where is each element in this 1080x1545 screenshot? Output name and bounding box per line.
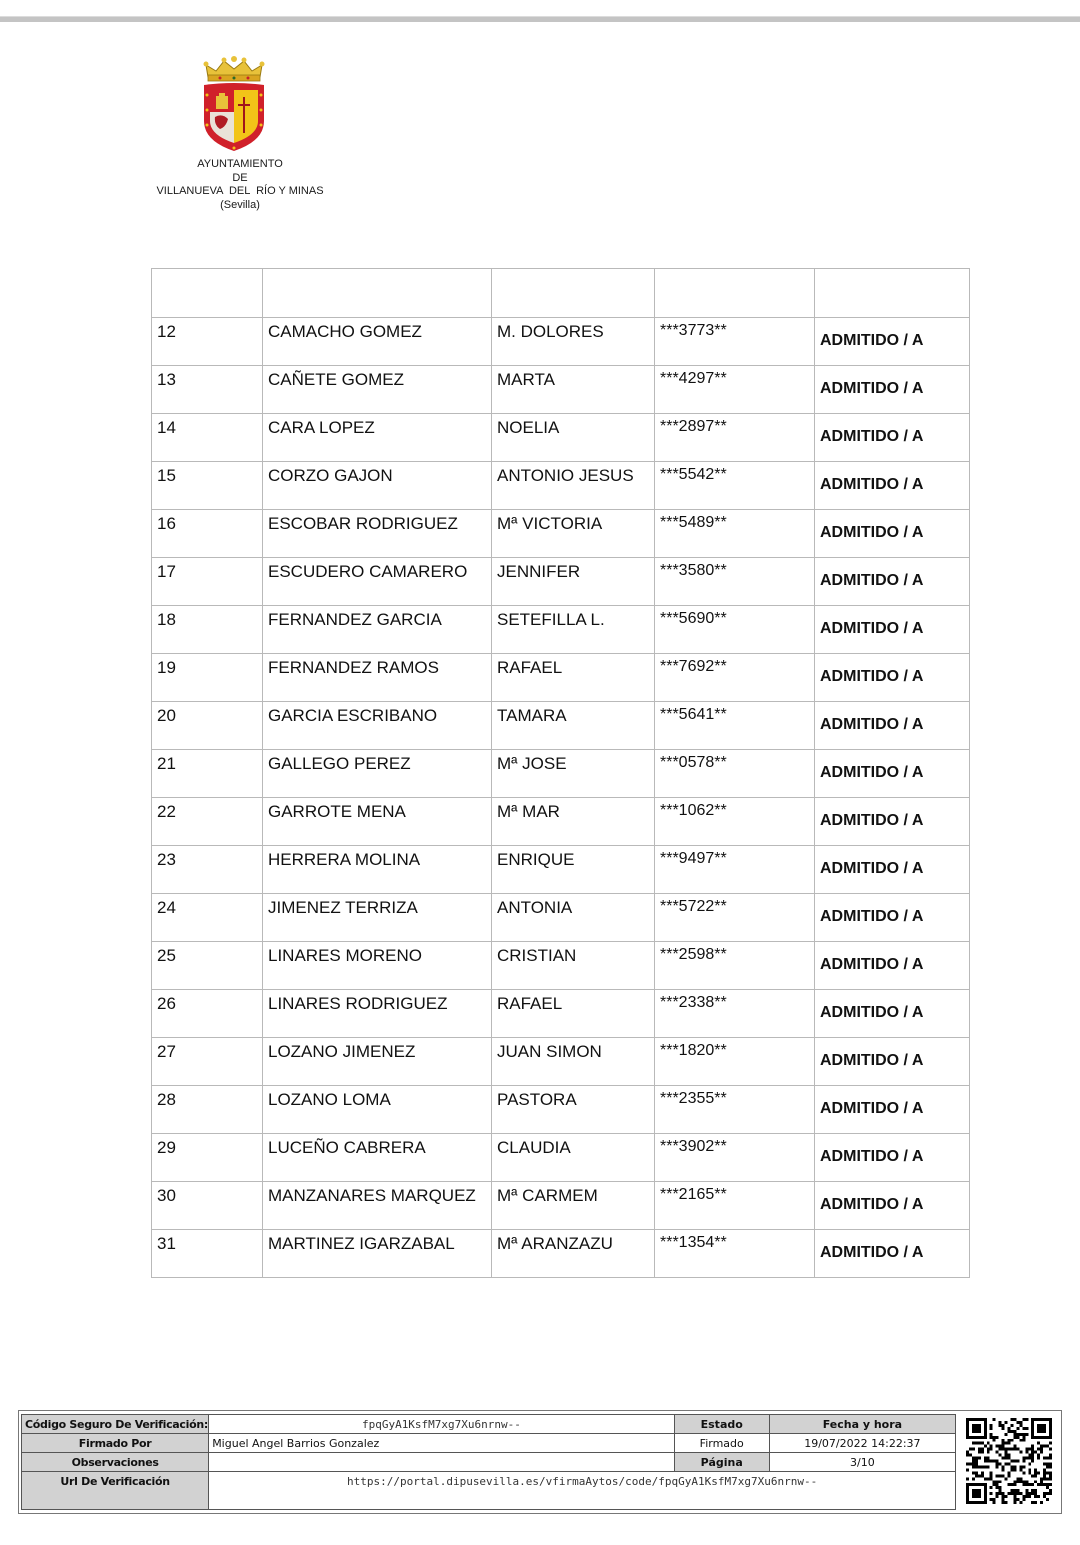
dni-masked: ***7692** [660, 658, 727, 675]
dni-masked: ***5489** [660, 514, 727, 531]
first-name: Mª JOSE [497, 754, 567, 773]
first-name: CLAUDIA [497, 1138, 571, 1157]
row-number-cell [152, 990, 263, 1038]
admission-status-cell [815, 462, 970, 510]
admission-status-cell [815, 1134, 970, 1182]
dni-masked: ***3902** [660, 1138, 727, 1155]
admission-status-cell [815, 414, 970, 462]
admission-status: ADMITIDO / A [820, 1052, 924, 1069]
qr-code-icon [966, 1418, 1052, 1504]
admission-status: ADMITIDO / A [820, 428, 924, 445]
admission-status-cell [815, 702, 970, 750]
surname-cell [263, 1086, 492, 1134]
admission-status: ADMITIDO / A [820, 332, 924, 349]
row-number: 28 [157, 1090, 176, 1109]
fecha-value: 19/07/2022 14:22:37 [769, 1434, 955, 1453]
org-line: (Sevilla) [220, 198, 260, 211]
row-number-cell [152, 1038, 263, 1086]
row-number: 22 [157, 802, 176, 821]
surname-cell [263, 990, 492, 1038]
dni-masked: ***1820** [660, 1042, 727, 1059]
row-number: 14 [157, 418, 176, 437]
admission-status-cell [815, 366, 970, 414]
row-number: 24 [157, 898, 176, 917]
surname: LOZANO LOMA [268, 1090, 391, 1109]
admission-status: ADMITIDO / A [820, 956, 924, 973]
first-name: SETEFILLA L. [497, 610, 605, 629]
surname-cell [263, 894, 492, 942]
page-top-divider [0, 16, 1080, 22]
first-name-cell [492, 1182, 655, 1230]
first-name: RAFAEL [497, 994, 563, 1013]
table-row [152, 414, 970, 462]
first-name-cell [492, 606, 655, 654]
table-row [152, 366, 970, 414]
surname: MARTINEZ IGARZABAL [268, 1234, 455, 1253]
dni-masked-cell [655, 1182, 815, 1230]
url-value[interactable]: https://portal.dipusevilla.es/vfirmaAytos/code/fpqGyA1KsfM7xg7Xu6nrnw-- [209, 1472, 956, 1510]
dni-masked-cell [655, 846, 815, 894]
row-number-cell [152, 1182, 263, 1230]
admission-status: ADMITIDO / A [820, 1196, 924, 1213]
dni-masked-cell [655, 702, 815, 750]
row-number: 17 [157, 562, 176, 581]
admission-status: ADMITIDO / A [820, 908, 924, 925]
table-row [152, 318, 970, 366]
row-number-cell [152, 894, 263, 942]
dni-masked-cell [655, 942, 815, 990]
table-row [152, 894, 970, 942]
row-number: 13 [157, 370, 176, 389]
surname-cell [263, 318, 492, 366]
table-row [152, 990, 970, 1038]
dni-masked: ***2598** [660, 946, 727, 963]
dni-masked: ***9497** [660, 850, 727, 867]
surname-cell [263, 702, 492, 750]
first-name: TAMARA [497, 706, 567, 725]
row-number-cell [152, 318, 263, 366]
table-row [152, 1134, 970, 1182]
dni-masked: ***5542** [660, 466, 727, 483]
admission-status: ADMITIDO / A [820, 1004, 924, 1021]
admission-status-cell [815, 654, 970, 702]
admission-status: ADMITIDO / A [820, 620, 924, 637]
row-number: 21 [157, 754, 176, 773]
table-row [152, 1038, 970, 1086]
first-name: JUAN SIMON [497, 1042, 602, 1061]
row-number: 12 [157, 322, 176, 341]
table-row [152, 606, 970, 654]
dni-masked: ***3773** [660, 322, 727, 339]
first-name-cell [492, 1230, 655, 1278]
table-row [152, 798, 970, 846]
first-name: M. DOLORES [497, 322, 604, 341]
dni-masked: ***2338** [660, 994, 727, 1011]
crown-icon [204, 56, 265, 81]
first-name-cell [492, 846, 655, 894]
first-name: CRISTIAN [497, 946, 577, 965]
first-name-cell [492, 942, 655, 990]
coat-of-arms-icon [198, 55, 270, 155]
url-label: Url De Verificación [22, 1472, 209, 1510]
table-row [152, 1182, 970, 1230]
first-name: NOELIA [497, 418, 560, 437]
header-cell [152, 269, 263, 318]
dni-masked: ***5641** [660, 706, 727, 723]
dni-masked: ***1354** [660, 1234, 727, 1251]
header-cell [815, 269, 970, 318]
row-number: 20 [157, 706, 176, 725]
admission-status: ADMITIDO / A [820, 476, 924, 493]
first-name-cell [492, 990, 655, 1038]
codigo-value: fpqGyA1KsfM7xg7Xu6nrnw-- [209, 1415, 674, 1434]
row-number: 27 [157, 1042, 176, 1061]
surname-cell [263, 1182, 492, 1230]
admission-status: ADMITIDO / A [820, 668, 924, 685]
dni-masked-cell [655, 1230, 815, 1278]
first-name: ENRIQUE [497, 850, 575, 869]
admitted-list-table [151, 268, 970, 1278]
first-name-cell [492, 1134, 655, 1182]
row-number: 29 [157, 1138, 176, 1157]
observaciones-value [209, 1453, 674, 1472]
first-name-cell [492, 510, 655, 558]
dni-masked-cell [655, 606, 815, 654]
admission-status-cell [815, 1230, 970, 1278]
surname-cell [263, 606, 492, 654]
surname: GALLEGO PEREZ [268, 754, 411, 773]
admission-status-cell [815, 942, 970, 990]
admission-status-cell [815, 1182, 970, 1230]
first-name: Mª ARANZAZU [497, 1234, 613, 1253]
row-number-cell [152, 366, 263, 414]
observaciones-label: Observaciones [22, 1453, 209, 1472]
dni-masked: ***3580** [660, 562, 727, 579]
table-row [152, 462, 970, 510]
dni-masked-cell [655, 558, 815, 606]
surname: LOZANO JIMENEZ [268, 1042, 416, 1061]
surname: JIMENEZ TERRIZA [268, 898, 418, 917]
surname-cell [263, 414, 492, 462]
admission-status: ADMITIDO / A [820, 1148, 924, 1165]
dni-masked-cell [655, 798, 815, 846]
surname: CAMACHO GOMEZ [268, 322, 422, 341]
firmado-por-value: Miguel Angel Barrios Gonzalez [209, 1434, 674, 1453]
dni-masked-cell [655, 366, 815, 414]
surname: FERNANDEZ RAMOS [268, 658, 439, 677]
admission-status-cell [815, 846, 970, 894]
surname: HERRERA MOLINA [268, 850, 421, 869]
admission-status: ADMITIDO / A [820, 716, 924, 733]
row-number: 23 [157, 850, 176, 869]
surname: CARA LOPEZ [268, 418, 375, 437]
first-name: RAFAEL [497, 658, 563, 677]
admission-status-cell [815, 990, 970, 1038]
surname: LINARES RODRIGUEZ [268, 994, 448, 1013]
table-row [152, 1230, 970, 1278]
table-row [152, 750, 970, 798]
admission-status-cell [815, 558, 970, 606]
dni-masked-cell [655, 894, 815, 942]
dni-masked-cell [655, 750, 815, 798]
surname: GARCIA ESCRIBANO [268, 706, 438, 725]
row-number: 16 [157, 514, 176, 533]
row-number-cell [152, 942, 263, 990]
row-number-cell [152, 606, 263, 654]
dni-masked-cell [655, 1134, 815, 1182]
org-line: AYUNTAMIENTO [197, 158, 283, 170]
first-name: Mª CARMEM [497, 1186, 598, 1205]
admission-status-cell [815, 318, 970, 366]
first-name-cell [492, 654, 655, 702]
admission-status: ADMITIDO / A [820, 524, 924, 541]
admission-status: ADMITIDO / A [820, 764, 924, 781]
dni-masked-cell [655, 414, 815, 462]
surname-cell [263, 510, 492, 558]
first-name-cell [492, 1038, 655, 1086]
row-number-cell [152, 846, 263, 894]
pagina-value: 3/10 [769, 1453, 955, 1472]
pagina-label: Página [674, 1453, 769, 1472]
surname: MANZANARES MARQUEZ [268, 1186, 476, 1205]
table-row [152, 846, 970, 894]
fecha-label: Fecha y hora [769, 1415, 955, 1434]
admission-status: ADMITIDO / A [820, 1100, 924, 1117]
first-name: MARTA [497, 370, 555, 389]
codigo-label: Código Seguro De Verificación: [22, 1415, 209, 1434]
first-name: ANTONIA [497, 898, 573, 917]
firmado-por-label: Firmado Por [22, 1434, 209, 1453]
row-number-cell [152, 750, 263, 798]
surname: FERNANDEZ GARCIA [268, 610, 442, 629]
dni-masked: ***5690** [660, 610, 727, 627]
header-cell [263, 269, 492, 318]
first-name-cell [492, 558, 655, 606]
row-number-cell [152, 510, 263, 558]
admission-status-cell [815, 1086, 970, 1134]
row-number-cell [152, 1134, 263, 1182]
dni-masked-cell [655, 1038, 815, 1086]
admission-status-cell [815, 1038, 970, 1086]
dni-masked: ***1062** [660, 802, 727, 819]
row-number: 25 [157, 946, 176, 965]
row-number-cell [152, 654, 263, 702]
dni-masked: ***2355** [660, 1090, 727, 1107]
first-name: Mª MAR [497, 802, 560, 821]
surname-cell [263, 654, 492, 702]
surname-cell [263, 798, 492, 846]
surname-cell [263, 1038, 492, 1086]
row-number-cell [152, 1230, 263, 1278]
first-name-cell [492, 798, 655, 846]
dni-masked: ***0578** [660, 754, 727, 771]
surname-cell [263, 558, 492, 606]
organization-name [140, 158, 340, 212]
first-name-cell [492, 414, 655, 462]
first-name-cell [492, 702, 655, 750]
admission-status-cell [815, 606, 970, 654]
org-line: DE [232, 171, 248, 184]
row-number-cell [152, 1086, 263, 1134]
row-number-cell [152, 414, 263, 462]
org-line: VILLANUEVA DEL RÍO Y MINAS [156, 185, 324, 197]
surname-cell [263, 462, 492, 510]
dni-masked: ***2165** [660, 1186, 727, 1203]
table-row [152, 942, 970, 990]
surname-cell [263, 942, 492, 990]
first-name-cell [492, 750, 655, 798]
row-number-cell [152, 798, 263, 846]
admission-status: ADMITIDO / A [820, 572, 924, 589]
admission-status-cell [815, 798, 970, 846]
first-name: Mª VICTORIA [497, 514, 603, 533]
table-row [152, 702, 970, 750]
table-row [152, 510, 970, 558]
estado-label: Estado [674, 1415, 769, 1434]
admission-status-cell [815, 510, 970, 558]
admission-status: ADMITIDO / A [820, 380, 924, 397]
dni-masked-cell [655, 1086, 815, 1134]
row-number: 19 [157, 658, 176, 677]
first-name-cell [492, 894, 655, 942]
surname: ESCUDERO CAMARERO [268, 562, 468, 581]
estado-value: Firmado [674, 1434, 769, 1453]
table-row [152, 1086, 970, 1134]
row-number: 18 [157, 610, 176, 629]
dni-masked-cell [655, 990, 815, 1038]
row-number: 15 [157, 466, 176, 485]
first-name-cell [492, 462, 655, 510]
row-number: 31 [157, 1234, 176, 1253]
table-header-row [152, 269, 970, 318]
row-number-cell [152, 702, 263, 750]
admission-status-cell [815, 894, 970, 942]
dni-masked-cell [655, 654, 815, 702]
dni-masked: ***2897** [660, 418, 727, 435]
verification-table [21, 1414, 956, 1510]
surname: LUCEÑO CABRERA [268, 1138, 426, 1157]
row-number: 30 [157, 1186, 176, 1205]
surname: LINARES MORENO [268, 946, 422, 965]
surname-cell [263, 750, 492, 798]
row-number-cell [152, 462, 263, 510]
admission-status-cell [815, 750, 970, 798]
dni-masked: ***4297** [660, 370, 727, 387]
surname: CAÑETE GOMEZ [268, 370, 405, 389]
header-cell [492, 269, 655, 318]
surname-cell [263, 1134, 492, 1182]
surname-cell [263, 1230, 492, 1278]
row-number: 26 [157, 994, 176, 1013]
surname-cell [263, 846, 492, 894]
first-name-cell [492, 366, 655, 414]
admission-status: ADMITIDO / A [820, 860, 924, 877]
surname: GARROTE MENA [268, 802, 406, 821]
dni-masked-cell [655, 462, 815, 510]
admission-status: ADMITIDO / A [820, 812, 924, 829]
header-cell [655, 269, 815, 318]
dni-masked-cell [655, 318, 815, 366]
surname-cell [263, 366, 492, 414]
table-row [152, 654, 970, 702]
table-row [152, 558, 970, 606]
dni-masked: ***5722** [660, 898, 727, 915]
first-name: PASTORA [497, 1090, 577, 1109]
row-number-cell [152, 558, 263, 606]
first-name-cell [492, 1086, 655, 1134]
first-name: JENNIFER [497, 562, 581, 581]
admission-status: ADMITIDO / A [820, 1244, 924, 1261]
dni-masked-cell [655, 510, 815, 558]
surname: CORZO GAJON [268, 466, 393, 485]
first-name-cell [492, 318, 655, 366]
first-name: ANTONIO JESUS [497, 466, 634, 485]
surname: ESCOBAR RODRIGUEZ [268, 514, 458, 533]
